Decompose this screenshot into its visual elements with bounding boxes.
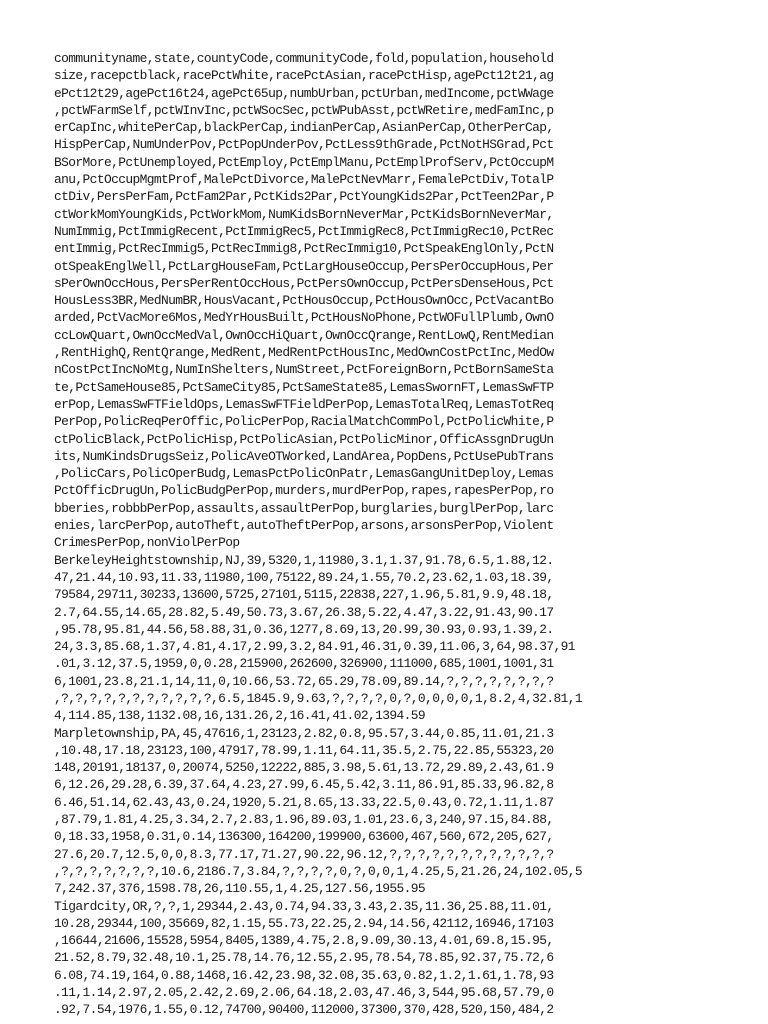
text-line: te,PctSameHouse85,PctSameCity85,PctSameState85,LemasSwornFT,LemasSwFTP xyxy=(54,379,554,395)
text-line: 47,21.44,10.93,11.33,11980,100,75122,89.24,1.55,70.2,23.62,1.03,18.39, xyxy=(54,569,554,585)
text-line: ccLowQuart,OwnOccMedVal,OwnOccHiQuart,OwnOccQrange,RentLowQ,RentMedian xyxy=(54,327,554,343)
text-line: NumImmig,PctImmigRecent,PctImmigRec5,PctImmigRec8,PctImmigRec10,PctRec xyxy=(54,223,554,239)
text-line: 148,20191,18137,0,20074,5250,12222,885,3.98,5.61,13.72,29.89,2.43,61.9 xyxy=(54,760,554,776)
text-line: BerkeleyHeightstownship,NJ,39,5320,1,11980,3.1,1.37,91.78,6.5,1.88,12. xyxy=(54,552,554,568)
text-line: 6.08,74.19,164,0.88,1468,16.42,23.98,32.08,35.63,0.82,1.2,1.61,1.78,93 xyxy=(54,967,554,983)
text-line: 7,242.37,376,1598.78,26,110.55,1,4.25,127.56,1955.95 xyxy=(54,881,426,897)
text-line: ,pctWFarmSelf,pctWInvInc,pctWSocSec,pctWPubAsst,pctWRetire,medFamInc,p xyxy=(54,102,554,118)
text-line: ,10.48,17.18,23123,100,47917,78.99,1.11,64.11,35.5,2.75,22.85,55323,20 xyxy=(54,742,554,758)
text-line: HispPerCap,NumUnderPov,PctPopUnderPov,PctLess9thGrade,PctNotHSGrad,Pct xyxy=(54,137,554,153)
text-line: nCostPctIncNoMtg,NumInShelters,NumStreet,PctForeignBorn,PctBornSameSta xyxy=(54,362,554,378)
text-line: ctPolicBlack,PctPolicHisp,PctPolicAsian,PctPolicMinor,OfficAssgnDrugUn xyxy=(54,431,554,447)
text-line: erPop,LemasSwFTFieldOps,LemasSwFTFieldPerPop,LemasTotalReq,LemasTotReq xyxy=(54,396,554,412)
text-line: entImmig,PctRecImmig5,PctRecImmig8,PctRecImmig10,PctSpeakEnglOnly,PctN xyxy=(54,241,554,257)
text-line: enies,larcPerPop,autoTheft,autoTheftPerPop,arsons,arsonsPerPop,Violent xyxy=(54,518,554,534)
text-line: 24,3.3,85.68,1.37,4.81,4.17,2.99,3.2,84.91,46.31,0.39,11.06,3,64,98.37,91 xyxy=(54,639,575,655)
text-line: ,PolicCars,PolicOperBudg,LemasPctPolicOnPatr,LemasGangUnitDeploy,Lemas xyxy=(54,466,554,482)
text-line: 10.28,29344,100,35669,82,1.15,55.73,22.25,2.94,14.56,42112,16946,17103 xyxy=(54,915,554,931)
text-line: .01,3.12,37.5,1959,0,0.28,215900,262600,326900,111000,685,1001,1001,31 xyxy=(54,656,554,672)
text-line: CrimesPerPop,nonViolPerPop xyxy=(54,535,240,551)
text-line: 27.6,20.7,12.5,0,0,8.3,77.17,71.27,90.22,96.12,?,?,?,?,?,?,?,?,?,?,?,? xyxy=(54,846,554,862)
text-line: size,racepctblack,racePctWhite,racePctAsian,racePctHisp,agePct12t21,ag xyxy=(54,68,554,84)
text-line: 2.7,64.55,14.65,28.82,5.49,50.73,3.67,26.38,5.22,4.47,3.22,91.43,90.17 xyxy=(54,604,554,620)
text-line: bberies,robbbPerPop,assaults,assaultPerPop,burglaries,burglPerPop,larc xyxy=(54,500,554,516)
text-line: Tigardcity,OR,?,?,1,29344,2.43,0.74,94.33,3.43,2.35,11.36,25.88,11.01, xyxy=(54,898,554,914)
text-line: 6.46,51.14,62.43,43,0.24,1920,5.21,8.65,13.33,22.5,0.43,0.72,1.11,1.87 xyxy=(54,794,554,810)
text-line: .92,7.54,1976,1.55,0.12,74700,90400,112000,37300,370,428,520,150,484,2 xyxy=(54,1002,554,1018)
text-line: ,16644,21606,15528,5954,8405,1389,4.75,2.8,9.09,30.13,4.01,69.8,15.95, xyxy=(54,933,554,949)
text-line: otSpeakEnglWell,PctLargHouseFam,PctLargHouseOccup,PersPerOccupHous,Per xyxy=(54,258,554,274)
text-line: sPerOwnOccHous,PersPerRentOccHous,PctPersOwnOccup,PctPersDenseHous,Pct xyxy=(54,275,554,291)
text-line: 0,18.33,1958,0.31,0.14,136300,164200,199900,63600,467,560,672,205,627, xyxy=(54,829,554,845)
text-line: 6,1001,23.8,21.1,14,11,0,10.66,53.72,65.29,78.09,89.14,?,?,?,?,?,?,?,? xyxy=(54,673,554,689)
text-line: anu,PctOccupMgmtProf,MalePctDivorce,MalePctNevMarr,FemalePctDiv,TotalP xyxy=(54,172,554,188)
text-line: ePct12t29,agePct16t24,agePct65up,numbUrban,pctUrban,medIncome,pctWWage xyxy=(54,85,554,101)
text-line: ,?,?,?,?,?,?,?,10.6,2186.7,3.84,?,?,?,?,0,?,0,0,1,4.25,5,21.26,24,102.05,5 xyxy=(54,863,583,879)
text-line: communityname,state,countyCode,communityCode,fold,population,household xyxy=(54,51,554,66)
text-line: PctOfficDrugUn,PolicBudgPerPop,murders,murdPerPop,rapes,rapesPerPop,ro xyxy=(54,483,554,499)
text-line: ,?,?,?,?,?,?,?,?,?,?,?,6.5,1845.9,9.63,?,?,?,?,0,?,0,0,0,0,1,8.2,4,32.81,1 xyxy=(54,690,583,706)
text-line: erCapInc,whitePerCap,blackPerCap,indianPerCap,AsianPerCap,OtherPerCap, xyxy=(54,120,554,136)
text-line: ,87.79,1.81,4.25,3.34,2.7,2.83,1.96,89.03,1.01,23.6,3,240,97.15,84.88, xyxy=(54,812,554,828)
text-line: 79584,29711,30233,13600,5725,27101,5115,22838,227,1.96,5.81,9.9,48.18, xyxy=(54,587,554,603)
text-line: 6,12.26,29.28,6.39,37.64,4.23,27.99,6.45,5.42,3.11,86.91,85.33,96.82,8 xyxy=(54,777,554,793)
text-line: PerPop,PolicReqPerOffic,PolicPerPop,RacialMatchCommPol,PctPolicWhite,P xyxy=(54,414,554,430)
text-line: ctWorkMomYoungKids,PctWorkMom,NumKidsBornNeverMar,PctKidsBornNeverMar, xyxy=(54,206,554,222)
text-line: ,RentHighQ,RentQrange,MedRent,MedRentPctHousInc,MedOwnCostPctInc,MedOw xyxy=(54,345,554,361)
text-line: its,NumKindsDrugsSeiz,PolicAveOTWorked,LandArea,PopDens,PctUsePubTrans xyxy=(54,448,554,464)
text-line: ,95.78,95.81,44.56,58.88,31,0.36,1277,8.69,13,20.99,30.93,0.93,1.39,2. xyxy=(54,621,554,637)
text-line: ctDiv,PersPerFam,PctFam2Par,PctKids2Par,PctYoungKids2Par,PctTeen2Par,P xyxy=(54,189,554,205)
text-line: BSorMore,PctUnemployed,PctEmploy,PctEmplManu,PctEmplProfServ,PctOccupM xyxy=(54,154,554,170)
document-page xyxy=(54,50,714,1019)
text-line: Marpletownship,PA,45,47616,1,23123,2.82,0.8,95.57,3.44,0.85,11.01,21.3 xyxy=(54,725,554,741)
text-line: 21.52,8.79,32.48,10.1,25.78,14.76,12.55,2.95,78.54,78.85,92.37,75.72,6 xyxy=(54,950,554,966)
text-line: 4,114.85,138,1132.08,16,131.26,2,16.41,41.02,1394.59 xyxy=(54,708,426,724)
text-line: .11,1.14,2.97,2.05,2.42,2.69,2.06,64.18,2.03,47.46,3,544,95.68,57.79,0 xyxy=(54,985,554,1001)
text-line: HousLess3BR,MedNumBR,HousVacant,PctHousOccup,PctHousOwnOcc,PctVacantBo xyxy=(54,293,554,309)
text-line: arded,PctVacMore6Mos,MedYrHousBuilt,PctHousNoPhone,PctWOFullPlumb,OwnO xyxy=(54,310,554,326)
